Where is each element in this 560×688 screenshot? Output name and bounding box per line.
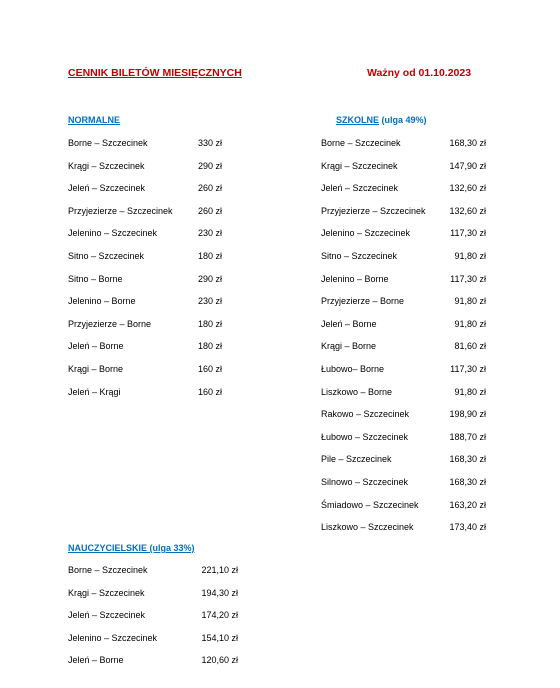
price-row bbox=[321, 227, 486, 239]
route-name: Liszkowo – Borne bbox=[321, 386, 393, 397]
route-name: Krągi – Borne bbox=[68, 364, 124, 374]
page-title: CENNIK BILETÓW MIESIĘCZNYCH bbox=[68, 67, 242, 79]
section-heading-szkolne bbox=[336, 115, 427, 125]
price-row bbox=[321, 340, 486, 352]
ticket-price: 198,90 zł bbox=[449, 409, 486, 420]
route-name: Borne – Szczecinek bbox=[321, 138, 401, 148]
ticket-price: 160 zł bbox=[197, 386, 222, 397]
price-row bbox=[68, 386, 222, 398]
ticket-price: 174,20 zł bbox=[201, 610, 238, 621]
route-name: Jelenino – Borne bbox=[321, 273, 389, 284]
route-name: Krągi – Szczecinek bbox=[68, 587, 145, 598]
price-row bbox=[68, 564, 238, 576]
price-row bbox=[321, 205, 486, 217]
ticket-price: 132,60 zł bbox=[449, 183, 486, 194]
ticket-price: 290 zł bbox=[197, 160, 222, 171]
route-name: Rakowo – Szczecinek bbox=[321, 409, 410, 420]
route-name: Jelenino – Szczecinek bbox=[68, 632, 158, 643]
ticket-price: 117,30 zł bbox=[450, 228, 486, 239]
ticket-price: 180 zł bbox=[197, 341, 222, 352]
route-name: Jeleń – Borne bbox=[68, 655, 124, 666]
ticket-price: 117,30 zł bbox=[450, 364, 486, 374]
section-heading-nauczycielskie bbox=[68, 543, 195, 553]
ticket-price: 91,80 zł bbox=[454, 318, 486, 329]
section-heading-normalne-label: NORMALNE bbox=[68, 115, 120, 125]
ticket-price: 160 zł bbox=[197, 364, 222, 374]
route-name: Śmiadowo – Szczecinek bbox=[321, 499, 419, 510]
price-row bbox=[321, 137, 486, 149]
route-name: Przyjezierze – Borne bbox=[68, 318, 152, 329]
ticket-price: 180 zł bbox=[197, 318, 222, 329]
valid-from-date: Ważny od 01.10.2023 bbox=[367, 67, 472, 79]
ticket-price: 188,70 zł bbox=[449, 431, 486, 442]
ticket-price: 147,90 zł bbox=[449, 160, 486, 171]
route-name: Borne – Szczecinek bbox=[68, 565, 148, 575]
route-name: Sitno – Szczecinek bbox=[321, 251, 398, 261]
ticket-price: 290 zł bbox=[197, 273, 222, 284]
route-name: Jeleń – Krągi bbox=[68, 386, 121, 397]
route-name: Łubowo– Borne bbox=[321, 364, 385, 374]
route-name: Krągi – Szczecinek bbox=[321, 160, 398, 171]
price-row bbox=[321, 499, 486, 511]
price-row bbox=[321, 453, 486, 465]
price-row bbox=[68, 609, 238, 621]
route-name: Jelenino – Szczecinek bbox=[68, 228, 158, 239]
price-row bbox=[321, 273, 486, 285]
route-name: Krągi – Szczecinek bbox=[68, 160, 145, 171]
route-name: Sitno – Szczecinek bbox=[68, 251, 145, 261]
section-heading-nauczycielskie-label: NAUCZYCIELSKIE (ulga 33%) bbox=[68, 543, 195, 553]
ticket-price: 168,30 zł bbox=[449, 138, 486, 148]
price-row bbox=[68, 363, 222, 375]
route-name: Silnowo – Szczecinek bbox=[321, 477, 409, 487]
price-row bbox=[68, 182, 222, 194]
route-name: Jeleń – Borne bbox=[321, 318, 377, 329]
ticket-price: 173,40 zł bbox=[449, 522, 486, 533]
ticket-price: 194,30 zł bbox=[201, 587, 238, 598]
price-row bbox=[68, 654, 238, 666]
ticket-price: 230 zł bbox=[197, 228, 222, 239]
ticket-price: 91,80 zł bbox=[454, 386, 486, 397]
price-row bbox=[68, 318, 222, 330]
route-name: Przyjezierze – Szczecinek bbox=[68, 205, 173, 216]
ticket-price: 221,10 zł bbox=[201, 565, 238, 575]
route-name: Borne – Szczecinek bbox=[68, 138, 148, 148]
route-name: Jelenino – Borne bbox=[68, 296, 136, 307]
route-name: Łubowo – Szczecinek bbox=[321, 431, 409, 442]
price-row bbox=[321, 408, 486, 420]
price-row bbox=[68, 340, 222, 352]
route-name: Sitno – Borne bbox=[68, 273, 123, 284]
price-row bbox=[321, 431, 486, 443]
route-name: Przyjezierze – Szczecinek bbox=[321, 205, 426, 216]
ticket-price: 163,20 zł bbox=[449, 499, 486, 510]
price-row bbox=[321, 182, 486, 194]
section-heading-szkolne-note: (ulga 49%) bbox=[379, 115, 427, 125]
route-name: Liszkowo – Szczecinek bbox=[321, 522, 414, 533]
price-row bbox=[68, 137, 222, 149]
ticket-price: 132,60 zł bbox=[449, 205, 486, 216]
ticket-price: 91,80 zł bbox=[454, 251, 486, 261]
route-name: Jelenino – Szczecinek bbox=[321, 228, 411, 239]
price-row bbox=[321, 318, 486, 330]
ticket-price: 168,30 zł bbox=[449, 477, 486, 487]
ticket-price: 230 zł bbox=[197, 296, 222, 307]
route-name: Krągi – Borne bbox=[321, 341, 377, 352]
price-row bbox=[68, 632, 238, 644]
ticket-price: 260 zł bbox=[197, 205, 222, 216]
price-row bbox=[68, 273, 222, 285]
price-row bbox=[68, 587, 238, 599]
ticket-price: 330 zł bbox=[197, 138, 222, 148]
route-name: Jeleń – Szczecinek bbox=[321, 183, 399, 194]
ticket-price: 154,10 zł bbox=[201, 632, 238, 643]
price-row bbox=[321, 521, 486, 533]
ticket-price: 168,30 zł bbox=[449, 454, 486, 465]
ticket-price: 91,80 zł bbox=[454, 296, 486, 307]
route-name: Jeleń – Szczecinek bbox=[68, 183, 146, 194]
price-row bbox=[68, 227, 222, 239]
price-row bbox=[321, 476, 486, 488]
route-name: Pile – Szczecinek bbox=[321, 454, 392, 465]
section-heading-normalne bbox=[68, 115, 120, 125]
price-row bbox=[321, 250, 486, 262]
section-heading-szkolne-label: SZKOLNE bbox=[336, 115, 380, 125]
price-row bbox=[68, 205, 222, 217]
route-name: Jeleń – Borne bbox=[68, 341, 124, 352]
ticket-price: 260 zł bbox=[197, 183, 222, 194]
route-name: Jeleń – Szczecinek bbox=[68, 610, 146, 621]
price-row bbox=[321, 295, 486, 307]
price-row bbox=[321, 386, 486, 398]
route-name: Przyjezierze – Borne bbox=[321, 296, 405, 307]
price-row bbox=[321, 363, 486, 375]
ticket-price: 180 zł bbox=[197, 251, 222, 261]
price-row bbox=[68, 160, 222, 172]
price-row bbox=[68, 250, 222, 262]
price-row bbox=[321, 160, 486, 172]
price-row bbox=[68, 295, 222, 307]
ticket-price: 120,60 zł bbox=[201, 655, 238, 666]
ticket-price: 117,30 zł bbox=[450, 273, 486, 284]
ticket-price: 81,60 zł bbox=[454, 341, 486, 352]
